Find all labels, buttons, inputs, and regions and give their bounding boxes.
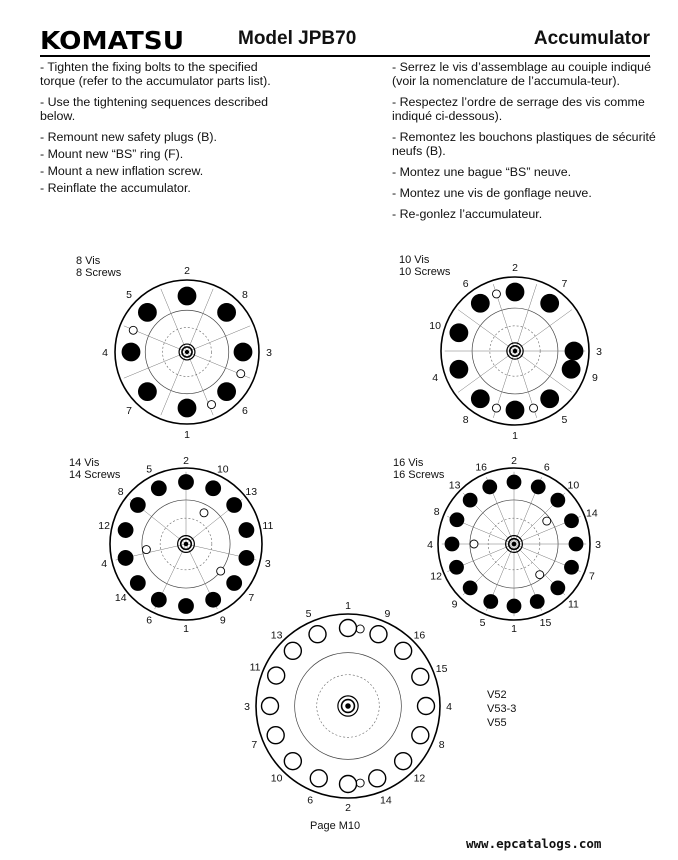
bolt-number: 2	[345, 802, 351, 814]
instruction-en-4: - Mount new “BS” ring (F).	[40, 147, 184, 161]
safety-plug	[208, 401, 216, 409]
bolt	[562, 360, 580, 378]
instruction-en-3: - Remount new safety plugs (B).	[40, 130, 217, 144]
bolt	[445, 537, 459, 551]
bolt-number: 1	[184, 429, 190, 441]
bolt	[206, 592, 221, 607]
bolt	[531, 480, 545, 494]
bolt-number: 7	[251, 738, 258, 751]
bolt-number: 6	[307, 794, 314, 807]
bolt	[178, 399, 196, 417]
bolt-number: 6	[462, 278, 469, 291]
bolt-number: 6	[543, 461, 550, 474]
bolt-number: 10	[270, 772, 283, 785]
instruction-fr-6: - Re-gonlez l’accumulateur.	[392, 207, 543, 221]
instructions-french	[392, 60, 662, 228]
bolt	[151, 592, 166, 607]
safety-plug	[142, 546, 150, 554]
bolt	[340, 776, 357, 793]
bolt-number: 8	[117, 486, 124, 499]
diagram-10-screws	[420, 255, 610, 447]
bolt-number: 2	[183, 455, 189, 467]
hub-center	[513, 349, 517, 353]
bolt-number: 16	[413, 629, 426, 642]
bolt-number: 3	[244, 701, 250, 713]
bolt	[369, 770, 386, 787]
page-header	[40, 26, 650, 55]
bolt-number: 2	[184, 265, 190, 277]
bolt	[564, 560, 578, 574]
d10-screws-label: 10 Screws	[399, 266, 451, 278]
d8-screws-label: 8 Screws	[76, 267, 122, 279]
bolt-number: 13	[448, 479, 461, 492]
bolt-number: 7	[248, 591, 255, 604]
bolt-number: 10	[567, 479, 580, 492]
version-v53-3: V53-3	[487, 703, 517, 715]
safety-plug	[356, 625, 364, 633]
section-title: Accumulator	[533, 28, 650, 49]
bolt-number: 6	[242, 404, 248, 417]
bolt-number: 14	[379, 794, 392, 807]
diagram-8-screws	[96, 258, 278, 442]
bolt	[268, 667, 285, 684]
bolt-number: 1	[345, 600, 351, 612]
bolt-number: 10	[216, 463, 229, 476]
bolt	[551, 493, 565, 507]
bolt-number: 2	[512, 262, 518, 274]
bolt-number: 4	[101, 557, 108, 570]
bolt-number: 11	[249, 661, 261, 674]
bolt-number: 13	[245, 486, 258, 499]
bolt-number: 2	[511, 455, 517, 467]
safety-plug	[237, 370, 245, 378]
d14-vis-label: 14 Vis	[69, 457, 100, 469]
bolt	[530, 594, 544, 608]
bolt	[340, 620, 357, 637]
bolt	[122, 343, 140, 361]
instruction-fr-2: - Respectez l’ordre de serrage des vis comme indiqué ci-dessous).	[392, 95, 645, 123]
bolt-number: 1	[183, 623, 189, 635]
d16-screws-label: 16 Screws	[393, 469, 445, 481]
bolt	[218, 303, 236, 321]
safety-plug	[129, 326, 137, 334]
bolt	[267, 727, 284, 744]
website-url: www.epcatalogs.com	[466, 836, 602, 851]
instruction-fr-5: - Montez une vis de gonflage neuve.	[392, 186, 592, 200]
bolt	[130, 497, 145, 512]
bolt	[370, 626, 387, 643]
bolt-number: 8	[433, 506, 440, 519]
instruction-en-5: - Mount a new inflation screw.	[40, 164, 204, 178]
model-title: Model JPB70	[238, 28, 357, 49]
d16-vis-label: 16 Vis	[393, 457, 424, 469]
instruction-fr-4: - Montez une bague “BS” neuve.	[392, 165, 572, 179]
bolt-number: 8	[462, 413, 469, 426]
version-list	[487, 688, 516, 730]
bolt-number: 3	[595, 539, 601, 551]
safety-plug	[492, 290, 500, 298]
bolt-number: 4	[446, 701, 452, 713]
bolt	[284, 642, 301, 659]
header-rule	[40, 55, 650, 57]
bolt-number: 5	[146, 463, 153, 476]
bolt	[507, 599, 521, 613]
safety-plug	[492, 404, 500, 412]
bolt	[450, 560, 464, 574]
bolt	[118, 550, 133, 565]
bolt	[234, 343, 252, 361]
safety-plug	[356, 779, 364, 787]
bolt-number: 7	[126, 404, 132, 417]
guide-line	[515, 310, 572, 351]
brand-logo: KOMATSU	[40, 26, 185, 55]
bolt	[138, 303, 156, 321]
safety-plug	[200, 509, 208, 517]
bolt-number: 8	[438, 738, 445, 751]
bolt	[227, 497, 242, 512]
bolt	[151, 481, 166, 496]
bolt-number: 6	[146, 614, 153, 627]
bolt	[541, 294, 559, 312]
bolt	[484, 594, 498, 608]
bolt-number: 4	[432, 371, 439, 384]
instruction-en-2: - Use the tightening sequences described below.	[40, 95, 268, 123]
safety-plug	[217, 567, 225, 575]
instruction-fr-1: - Serrez le vis d’assemblage au couiple indiqué (voir la nomenclature de l’accumula-teur).	[392, 60, 651, 88]
bolt	[450, 324, 468, 342]
hub-center	[345, 703, 351, 709]
bolt	[239, 523, 254, 538]
bolt	[118, 523, 133, 538]
bolt	[569, 537, 583, 551]
d14-screws-label: 14 Screws	[69, 469, 121, 481]
bolt	[418, 698, 435, 715]
bolt	[395, 642, 412, 659]
instruction-en-6: - Reinflate the accumulator.	[40, 181, 191, 195]
bolt	[179, 599, 194, 614]
instruction-fr-3: - Remontez les bouchons plastiques de sécurité neufs (B).	[392, 130, 656, 158]
bolt-number: 5	[561, 413, 568, 426]
safety-plug	[470, 540, 478, 548]
instructions-english	[40, 60, 290, 198]
bolt	[218, 383, 236, 401]
bolt	[395, 753, 412, 770]
bolt-number: 7	[561, 278, 568, 291]
diagram-16-screws-large	[230, 596, 466, 818]
bolt-number: 3	[264, 557, 271, 570]
bolt	[178, 287, 196, 305]
safety-plug	[530, 404, 538, 412]
bolt-number: 14	[114, 591, 127, 604]
bolt	[450, 513, 464, 527]
bolt-number: 12	[413, 772, 426, 785]
bolt	[412, 668, 429, 685]
bolt-number: 10	[429, 320, 441, 333]
bolt-number: 14	[586, 507, 598, 520]
safety-plug	[543, 517, 551, 525]
bolt	[179, 475, 194, 490]
bolt	[564, 514, 578, 528]
bolt	[463, 493, 477, 507]
bolt-number: 11	[262, 520, 274, 533]
bolt	[463, 581, 477, 595]
bolt-number: 13	[270, 629, 283, 642]
bolt	[309, 626, 326, 643]
d8-vis-label: 8 Vis	[76, 255, 101, 267]
version-v55: V55	[487, 717, 507, 729]
bolt-number: 7	[588, 570, 595, 583]
bolt-number: 12	[430, 570, 442, 583]
bolt	[138, 383, 156, 401]
hub-center	[185, 350, 189, 354]
bolt-number: 9	[591, 371, 598, 384]
bolt	[471, 294, 489, 312]
bolt-number: 9	[451, 598, 458, 611]
instruction-en-1: - Tighten the fixing bolts to the specified torque (refer to the accumulator parts list).	[40, 60, 271, 88]
bolt-number: 3	[266, 347, 272, 359]
version-v52: V52	[487, 689, 507, 701]
bolt-number: 1	[512, 430, 518, 442]
bolt-number: 9	[219, 614, 226, 627]
bolt-number: 15	[435, 663, 448, 676]
bolt	[541, 390, 559, 408]
bolt	[471, 390, 489, 408]
bolt-number: 12	[98, 520, 110, 533]
bolt-number: 5	[479, 616, 486, 629]
bolt	[262, 698, 279, 715]
bolt-number: 5	[305, 608, 312, 621]
bolt-number: 3	[596, 346, 602, 358]
bolt	[565, 342, 583, 360]
hub-center	[512, 542, 517, 547]
d10-vis-label: 10 Vis	[399, 254, 430, 266]
bolt	[551, 581, 565, 595]
bolt	[239, 550, 254, 565]
bolt-number: 16	[475, 461, 488, 474]
bolt-number: 15	[539, 616, 552, 629]
bolt-number: 5	[126, 289, 132, 302]
bolt	[412, 727, 429, 744]
hub-center	[184, 542, 189, 547]
bolt	[483, 480, 497, 494]
bolt	[284, 753, 301, 770]
bolt-number: 4	[102, 347, 108, 359]
bolt	[507, 475, 521, 489]
bolt	[130, 576, 145, 591]
bolt	[506, 283, 524, 301]
bolt-number: 9	[384, 608, 391, 621]
bolt-number: 1	[511, 623, 517, 635]
bolt-number: 11	[567, 598, 579, 611]
page-number: Page M10	[310, 820, 361, 832]
bolt-number: 8	[242, 289, 248, 302]
bolt	[206, 481, 221, 496]
bolt	[310, 770, 327, 787]
bolt-number: 4	[427, 539, 433, 551]
bolt	[506, 401, 524, 419]
safety-plug	[536, 571, 544, 579]
bolt	[227, 576, 242, 591]
bolt	[450, 360, 468, 378]
